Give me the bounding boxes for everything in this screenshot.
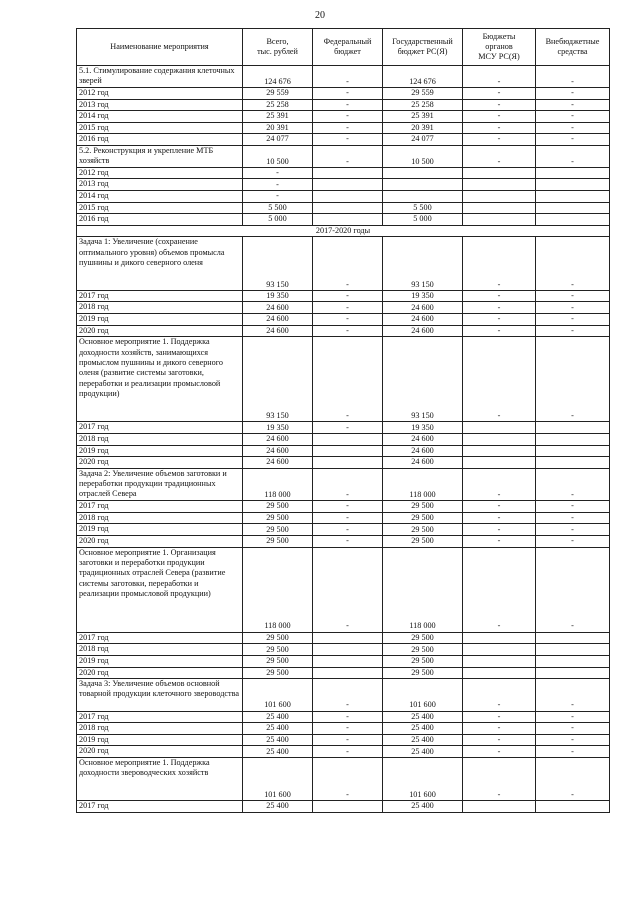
value-cell	[536, 801, 610, 813]
row-label: 2018 год	[77, 723, 243, 735]
value-cell: -	[536, 337, 610, 422]
value-cell: -	[463, 337, 536, 422]
table-row	[77, 422, 610, 434]
value-cell: -	[536, 122, 610, 134]
value-cell	[536, 167, 610, 179]
value-cell: 19 350	[383, 290, 463, 302]
value-cell: 29 500	[243, 655, 313, 667]
value-cell	[463, 655, 536, 667]
value-cell: 24 600	[383, 434, 463, 446]
row-label: Основное мероприятие 1. Организация заготовки и переработки продукции традиционных отраслей Севера (развитие системы заготовки, переработки и реализации промысловой продукции)	[77, 547, 243, 632]
header-row	[77, 29, 610, 66]
row-label: 2013 год	[77, 179, 243, 191]
row-label: 2017 год	[77, 422, 243, 434]
value-cell: -	[536, 302, 610, 314]
value-cell: 29 500	[243, 535, 313, 547]
value-cell: 25 400	[383, 746, 463, 758]
column-header: Государственный бюджет РС(Я)	[383, 29, 463, 66]
value-cell	[463, 667, 536, 679]
row-label: 2015 год	[77, 202, 243, 214]
value-cell: -	[463, 512, 536, 524]
value-cell: 19 350	[383, 422, 463, 434]
table-row	[77, 314, 610, 326]
value-cell: -	[463, 314, 536, 326]
value-cell: 25 400	[383, 734, 463, 746]
value-cell	[536, 667, 610, 679]
value-cell: 20 391	[243, 122, 313, 134]
value-cell: 101 600	[243, 757, 313, 800]
value-cell: -	[313, 422, 383, 434]
value-cell	[463, 434, 536, 446]
row-label: 2017 год	[77, 290, 243, 302]
table-row	[77, 434, 610, 446]
value-cell	[313, 167, 383, 179]
value-cell: 25 400	[243, 723, 313, 735]
value-cell: 29 500	[243, 512, 313, 524]
value-cell: 29 500	[243, 644, 313, 656]
table-row	[77, 723, 610, 735]
table-row	[77, 711, 610, 723]
value-cell	[463, 457, 536, 469]
value-cell: -	[536, 501, 610, 513]
value-cell: 25 400	[243, 711, 313, 723]
value-cell: -	[313, 302, 383, 314]
value-cell: -	[536, 468, 610, 501]
value-cell	[313, 191, 383, 203]
value-cell: -	[313, 314, 383, 326]
value-cell	[463, 445, 536, 457]
value-cell	[313, 214, 383, 226]
value-cell: -	[313, 524, 383, 536]
value-cell	[313, 632, 383, 644]
value-cell: -	[313, 325, 383, 337]
row-label: 2012 год	[77, 88, 243, 100]
value-cell: 24 600	[243, 434, 313, 446]
value-cell	[463, 801, 536, 813]
row-label: Задача 2: Увеличение объемов заготовки и переработки продукции традиционных отраслей Севера	[77, 468, 243, 501]
value-cell: -	[536, 711, 610, 723]
value-cell	[313, 457, 383, 469]
value-cell: 19 350	[243, 290, 313, 302]
value-cell: -	[463, 746, 536, 758]
value-cell: -	[463, 711, 536, 723]
value-cell	[536, 202, 610, 214]
value-cell: -	[463, 547, 536, 632]
value-cell	[383, 167, 463, 179]
value-cell: -	[313, 134, 383, 146]
value-cell: 29 559	[383, 88, 463, 100]
table-row	[77, 655, 610, 667]
table-row	[77, 337, 610, 422]
value-cell: 124 676	[243, 66, 313, 88]
value-cell	[313, 655, 383, 667]
row-label: 2015 год	[77, 122, 243, 134]
value-cell: -	[313, 66, 383, 88]
value-cell: 29 500	[383, 655, 463, 667]
value-cell: 19 350	[243, 422, 313, 434]
value-cell: -	[463, 122, 536, 134]
table-row	[77, 290, 610, 302]
row-label: 2017 год	[77, 711, 243, 723]
value-cell: 29 500	[243, 524, 313, 536]
table-row	[77, 667, 610, 679]
table-row	[77, 512, 610, 524]
table-row	[77, 302, 610, 314]
value-cell: 29 500	[243, 632, 313, 644]
value-cell: -	[536, 757, 610, 800]
value-cell: 24 600	[383, 314, 463, 326]
table-row	[77, 547, 610, 632]
value-cell: 118 000	[383, 547, 463, 632]
table-row	[77, 801, 610, 813]
value-cell	[313, 434, 383, 446]
value-cell: -	[463, 145, 536, 167]
value-cell: 29 500	[383, 632, 463, 644]
row-label: 2014 год	[77, 111, 243, 123]
column-header: Наименование мероприятия	[77, 29, 243, 66]
value-cell	[536, 644, 610, 656]
column-header: Федеральный бюджет	[313, 29, 383, 66]
value-cell	[536, 632, 610, 644]
value-cell: -	[313, 237, 383, 291]
table-row	[77, 179, 610, 191]
value-cell	[313, 801, 383, 813]
value-cell: -	[536, 512, 610, 524]
value-cell	[536, 457, 610, 469]
value-cell: -	[536, 111, 610, 123]
value-cell: -	[313, 99, 383, 111]
table-row	[77, 325, 610, 337]
row-label: 2020 год	[77, 746, 243, 758]
table-row	[77, 237, 610, 291]
value-cell: -	[313, 337, 383, 422]
value-cell: 25 258	[383, 99, 463, 111]
row-label: 2018 год	[77, 302, 243, 314]
value-cell	[536, 214, 610, 226]
value-cell: -	[313, 734, 383, 746]
value-cell: 93 150	[243, 337, 313, 422]
table-row	[77, 468, 610, 501]
row-label: 2019 год	[77, 524, 243, 536]
row-label: 2016 год	[77, 134, 243, 146]
value-cell: -	[463, 679, 536, 712]
value-cell: -	[463, 302, 536, 314]
table-row	[77, 445, 610, 457]
value-cell: 93 150	[243, 237, 313, 291]
value-cell: -	[536, 88, 610, 100]
value-cell: -	[463, 111, 536, 123]
value-cell: 25 391	[383, 111, 463, 123]
row-label: 2017 год	[77, 801, 243, 813]
table-row	[77, 145, 610, 167]
value-cell: -	[463, 468, 536, 501]
value-cell: -	[463, 524, 536, 536]
value-cell: -	[313, 711, 383, 723]
value-cell: -	[536, 524, 610, 536]
row-label: 2019 год	[77, 655, 243, 667]
row-label: 2019 год	[77, 734, 243, 746]
value-cell: 29 500	[383, 512, 463, 524]
table-row	[77, 457, 610, 469]
value-cell: 101 600	[383, 757, 463, 800]
value-cell: -	[536, 679, 610, 712]
table-row	[77, 734, 610, 746]
value-cell: 118 000	[383, 468, 463, 501]
value-cell: -	[536, 734, 610, 746]
value-cell: -	[536, 325, 610, 337]
value-cell: 24 600	[243, 457, 313, 469]
row-label: 5.2. Реконструкция и укрепление МТБ хозяйств	[77, 145, 243, 167]
value-cell: 118 000	[243, 468, 313, 501]
table-row	[77, 191, 610, 203]
value-cell: 24 600	[243, 445, 313, 457]
value-cell: -	[463, 757, 536, 800]
row-label: 5.1. Стимулирование содержания клеточных зверей	[77, 66, 243, 88]
row-label: 2019 год	[77, 445, 243, 457]
row-label: 2018 год	[77, 434, 243, 446]
value-cell: -	[313, 145, 383, 167]
value-cell: -	[463, 99, 536, 111]
value-cell: 29 500	[383, 535, 463, 547]
value-cell: 93 150	[383, 337, 463, 422]
value-cell: -	[313, 512, 383, 524]
value-cell	[463, 191, 536, 203]
value-cell: -	[536, 237, 610, 291]
column-header: Всего, тыс. рублей	[243, 29, 313, 66]
value-cell: -	[536, 99, 610, 111]
value-cell: -	[313, 468, 383, 501]
page-number: 20	[315, 10, 325, 21]
value-cell: -	[463, 134, 536, 146]
period-heading: 2017-2020 годы	[77, 225, 610, 237]
value-cell: 25 400	[383, 711, 463, 723]
value-cell: 10 500	[243, 145, 313, 167]
value-cell	[463, 422, 536, 434]
value-cell: 29 500	[383, 667, 463, 679]
value-cell: -	[463, 723, 536, 735]
value-cell: 25 400	[243, 734, 313, 746]
value-cell	[313, 667, 383, 679]
value-cell: 29 500	[243, 501, 313, 513]
value-cell: 101 600	[243, 679, 313, 712]
table-row	[77, 214, 610, 226]
value-cell: -	[313, 547, 383, 632]
value-cell: 93 150	[383, 237, 463, 291]
value-cell: 29 500	[383, 524, 463, 536]
row-label: 2020 год	[77, 535, 243, 547]
value-cell: 101 600	[383, 679, 463, 712]
value-cell: -	[463, 290, 536, 302]
value-cell: 24 600	[243, 325, 313, 337]
value-cell	[463, 632, 536, 644]
value-cell: -	[313, 501, 383, 513]
value-cell	[463, 644, 536, 656]
budget-table	[76, 28, 610, 813]
value-cell: -	[243, 191, 313, 203]
value-cell: 5 500	[383, 202, 463, 214]
value-cell: 24 600	[383, 445, 463, 457]
table-row	[77, 122, 610, 134]
table-row	[77, 501, 610, 513]
table-row	[77, 632, 610, 644]
value-cell: -	[313, 535, 383, 547]
value-cell: 25 400	[383, 723, 463, 735]
value-cell: -	[536, 723, 610, 735]
value-cell: -	[313, 122, 383, 134]
value-cell	[463, 167, 536, 179]
value-cell: -	[536, 746, 610, 758]
value-cell: 24 600	[383, 457, 463, 469]
value-cell	[536, 422, 610, 434]
row-label: 2012 год	[77, 167, 243, 179]
table-row	[77, 202, 610, 214]
value-cell: -	[463, 734, 536, 746]
table-row	[77, 524, 610, 536]
value-cell	[383, 191, 463, 203]
value-cell	[536, 179, 610, 191]
table-row	[77, 644, 610, 656]
row-label: 2020 год	[77, 325, 243, 337]
value-cell: -	[313, 679, 383, 712]
value-cell	[313, 445, 383, 457]
column-header: Бюджеты органов МСУ РС(Я)	[463, 29, 536, 66]
row-label: 2020 год	[77, 457, 243, 469]
value-cell: 29 500	[383, 644, 463, 656]
value-cell: -	[536, 314, 610, 326]
value-cell: -	[536, 535, 610, 547]
row-label: Задача 3: Увеличение объемов основной товарной продукции клеточного звероводства	[77, 679, 243, 712]
value-cell: -	[313, 723, 383, 735]
value-cell: 29 500	[243, 667, 313, 679]
value-cell	[463, 179, 536, 191]
table-body	[77, 66, 610, 813]
value-cell: -	[536, 290, 610, 302]
table-row	[77, 679, 610, 712]
value-cell: 24 077	[243, 134, 313, 146]
value-cell: -	[313, 290, 383, 302]
value-cell: -	[463, 535, 536, 547]
value-cell: -	[313, 746, 383, 758]
value-cell: 124 676	[383, 66, 463, 88]
table-row	[77, 134, 610, 146]
value-cell	[313, 644, 383, 656]
row-label: Задача 1: Увеличение (сохранение оптимального уровня) объемов промысла пушнины и дикого северного оленя	[77, 237, 243, 291]
table-row	[77, 111, 610, 123]
value-cell: -	[536, 134, 610, 146]
value-cell: -	[463, 66, 536, 88]
value-cell: -	[463, 325, 536, 337]
value-cell: -	[313, 111, 383, 123]
row-label: 2016 год	[77, 214, 243, 226]
column-header: Внебюджетные средства	[536, 29, 610, 66]
row-label: 2020 год	[77, 667, 243, 679]
value-cell: 10 500	[383, 145, 463, 167]
table-row	[77, 88, 610, 100]
value-cell: 25 391	[243, 111, 313, 123]
row-label: 2019 год	[77, 314, 243, 326]
value-cell: -	[463, 88, 536, 100]
value-cell: 29 559	[243, 88, 313, 100]
row-label: 2018 год	[77, 512, 243, 524]
value-cell: 25 400	[383, 801, 463, 813]
value-cell	[383, 179, 463, 191]
table-header	[77, 29, 610, 66]
table-row	[77, 535, 610, 547]
value-cell	[536, 434, 610, 446]
value-cell: -	[313, 88, 383, 100]
table-row	[77, 225, 610, 237]
table-row	[77, 66, 610, 88]
value-cell: 24 600	[383, 325, 463, 337]
row-label: 2013 год	[77, 99, 243, 111]
value-cell: -	[313, 757, 383, 800]
value-cell: 118 000	[243, 547, 313, 632]
value-cell: -	[243, 167, 313, 179]
row-label: 2017 год	[77, 501, 243, 513]
table-row	[77, 167, 610, 179]
value-cell: -	[463, 501, 536, 513]
value-cell: 29 500	[383, 501, 463, 513]
value-cell	[536, 191, 610, 203]
row-label: 2014 год	[77, 191, 243, 203]
value-cell: 5 000	[383, 214, 463, 226]
value-cell: -	[463, 237, 536, 291]
value-cell	[463, 202, 536, 214]
value-cell: 24 600	[243, 302, 313, 314]
value-cell: 20 391	[383, 122, 463, 134]
value-cell: 25 400	[243, 801, 313, 813]
row-label: Основное мероприятие 1. Поддержка доходности звероводческих хозяйств	[77, 757, 243, 800]
row-label: 2017 год	[77, 632, 243, 644]
value-cell: 24 600	[383, 302, 463, 314]
value-cell: 24 077	[383, 134, 463, 146]
value-cell	[536, 445, 610, 457]
value-cell	[463, 214, 536, 226]
value-cell	[313, 202, 383, 214]
value-cell: 5 500	[243, 202, 313, 214]
row-label: 2018 год	[77, 644, 243, 656]
table-row	[77, 746, 610, 758]
value-cell: -	[243, 179, 313, 191]
value-cell	[536, 655, 610, 667]
value-cell: 25 400	[243, 746, 313, 758]
value-cell: -	[536, 145, 610, 167]
value-cell: 25 258	[243, 99, 313, 111]
row-label: Основное мероприятие 1. Поддержка доходности хозяйств, занимающихся промыслом пушнины и дикого северного оленя (развитие системы заготовки, переработки и реализации промысловой продукции)	[77, 337, 243, 422]
value-cell: -	[536, 547, 610, 632]
value-cell: 24 600	[243, 314, 313, 326]
table-row	[77, 757, 610, 800]
table-row	[77, 99, 610, 111]
value-cell: -	[536, 66, 610, 88]
value-cell	[313, 179, 383, 191]
value-cell: 5 000	[243, 214, 313, 226]
